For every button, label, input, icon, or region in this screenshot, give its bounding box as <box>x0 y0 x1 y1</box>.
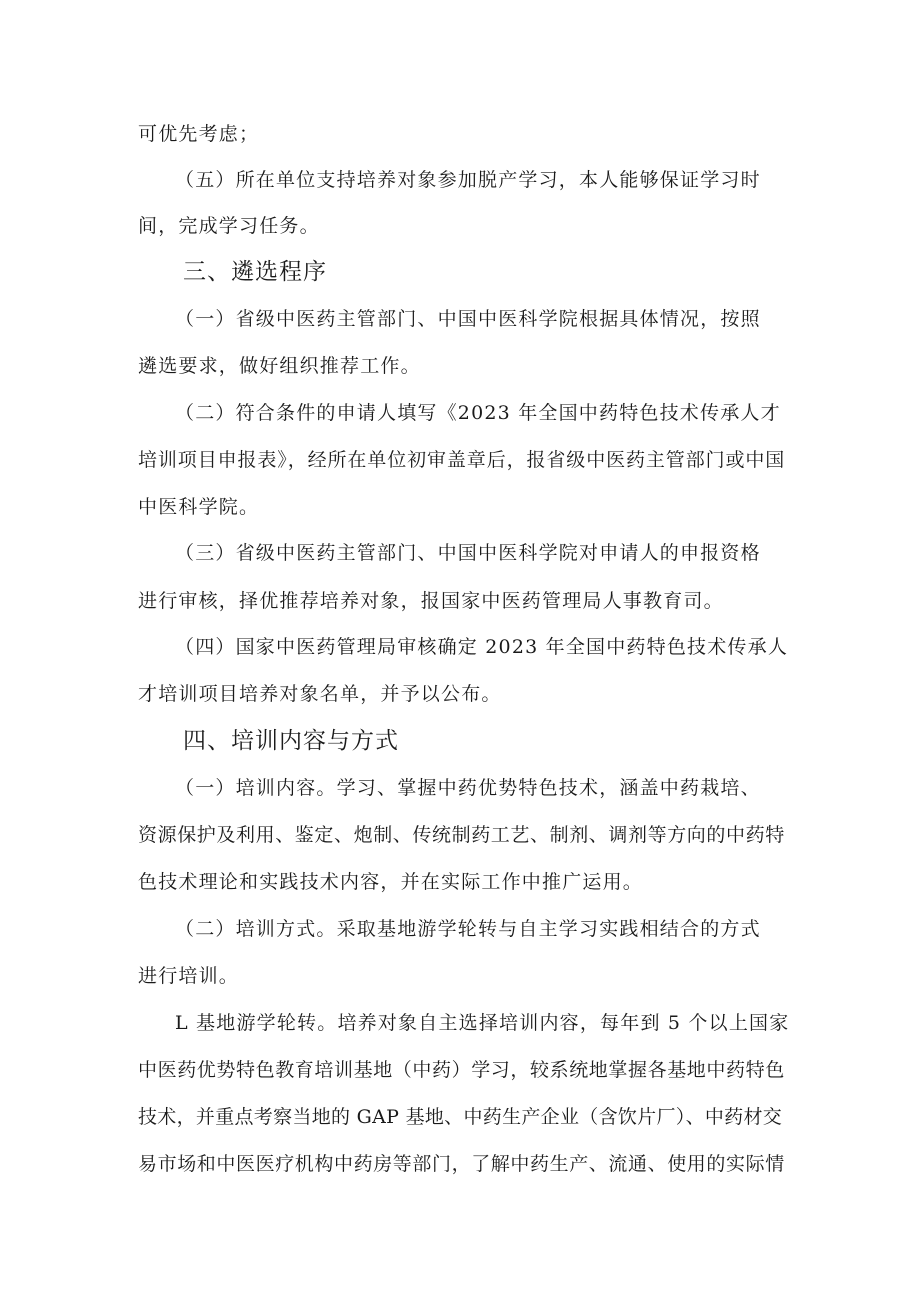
text-line: （四）国家中医药管理局审核确定 2023 年全国中药特色技术传承人 <box>175 636 789 658</box>
text-line: （一）培训内容。学习、掌握中药优势特色技术，涵盖中药栽培、 <box>175 777 761 799</box>
text-line: 中医药优势特色教育培训基地（中药）学习，较系统地掌握各基地中药特色 <box>138 1059 785 1081</box>
section-heading-3: 三、遴选程序 <box>183 259 327 285</box>
text-line: 色技术理论和实践技术内容，并在实际工作中推广运用。 <box>138 871 644 893</box>
text-line: 培训项目申报表》，经所在单位初审盖章后，报省级中医药主管部门或中国 <box>138 449 786 471</box>
text-line: （二）符合条件的申请人填写《2023 年全国中药特色技术传承人才 <box>175 402 781 424</box>
text-line: （一）省级中医药主管部门、中国中医科学院根据具体情况，按照 <box>175 308 761 330</box>
text-line: 间，完成学习任务。 <box>138 215 320 237</box>
text-line: （二）培训方式。采取基地游学轮转与自主学习实践相结合的方式 <box>175 918 761 940</box>
text-line: 才培训项目培养对象名单，并予以公布。 <box>138 683 502 705</box>
text-line: 中医科学院。 <box>138 496 260 518</box>
text-line: （三）省级中医药主管部门、中国中医科学院对申请人的申报资格 <box>175 542 761 564</box>
text-line: 可优先考虑； <box>138 123 260 145</box>
text-line: 易市场和中医医疗机构中药房等部门，了解中药生产、流通、使用的实际情 <box>138 1153 785 1175</box>
text-line: 技术，并重点考察当地的 GAP 基地、中药生产企业（含饮片厂）、中药材交 <box>138 1106 783 1128</box>
section-heading-4: 四、培训内容与方式 <box>183 728 399 754</box>
text-line: 遴选要求，做好组织推荐工作。 <box>138 355 421 377</box>
text-line: （五）所在单位支持培养对象参加脱产学习，本人能够保证学习时 <box>175 169 761 191</box>
text-line: 资源保护及利用、鉴定、炮制、传统制药工艺、制剂、调剂等方向的中药特 <box>138 824 785 846</box>
text-line: 进行培训。 <box>138 965 240 987</box>
text-line: L 基地游学轮转。培养对象自主选择培训内容，每年到 5 个以上国家 <box>175 1012 790 1034</box>
text-line: 进行审核，择优推荐培养对象，报国家中医药管理局人事教育司。 <box>138 590 724 612</box>
